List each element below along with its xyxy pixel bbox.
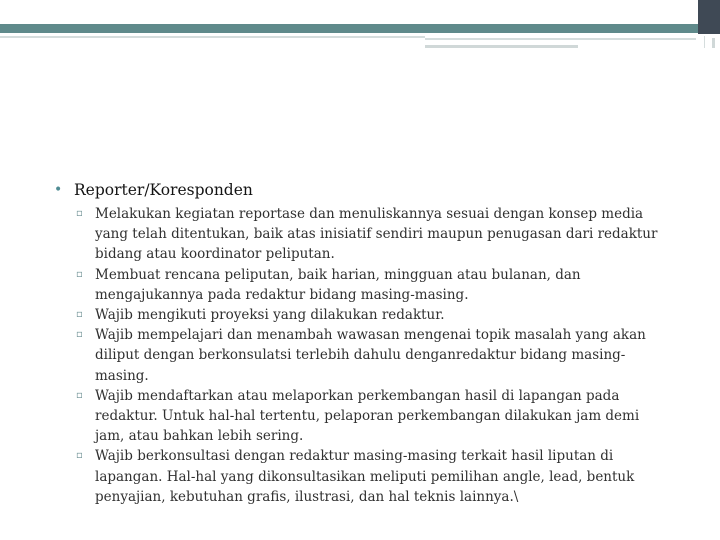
text-line: redaktur. Untuk hal-hal tertentu, pelaporan perkembangan dilakukan jam demi [95,408,640,425]
text-line: masing. [95,367,149,384]
square-bullet-icon: ▫ [76,208,83,219]
sub-bullet-item [76,305,692,325]
text-line: lapangan. Hal-hal yang dikonsultasikan meliputi pemilihan angle, lead, bentuk [95,468,635,485]
header-rule-right [425,38,696,40]
text-line: Melakukan kegiatan reportase dan menuliskannya sesuai dengan konsep media [95,206,644,222]
sub-item-text [95,265,681,305]
sub-bullet-item [76,204,692,265]
header-rule-vertical-a [704,36,705,48]
sub-bullet-item [76,446,692,507]
main-bullet-item [52,179,692,201]
text-line: Wajib mempelajari dan menambah wawasan mengenai topik masalah yang akan [95,327,646,344]
text-line: yang telah ditentukan, baik atas inisiatif sendiri maupun penugasan dari redaktur [95,226,658,243]
square-bullet-icon: ▫ [76,450,83,462]
header-rule-vertical-b [712,38,715,48]
square-bullet-icon: ▫ [76,329,83,341]
text-line: bidang atau koordinator peliputan. [95,246,335,263]
sub-item-text [95,386,681,447]
sub-item-text [95,204,681,265]
header-rule-short [425,45,578,48]
text-line: penyajian, kebutuhan grafis, ilustrasi, dan hal teknis lainnya.\ [95,488,519,505]
sub-item-text [95,325,681,386]
sub-bullet-item [76,325,692,386]
square-bullet-icon: ▫ [76,309,83,321]
text-line: mengajukannya pada redaktur bidang masing-masing. [95,286,469,303]
sub-bullet-item [76,265,692,305]
slide-content [52,179,692,507]
square-bullet-icon: ▫ [76,268,83,280]
square-bullet-icon: ▫ [76,389,83,401]
text-line: Wajib berkonsultasi dengan redaktur masing-masing terkait hasil liputan di [95,448,614,465]
text-line: Wajib mengikuti proyeksi yang dilakukan redaktur. [95,307,445,324]
corner-dark-block-lower [698,0,720,34]
text-line: Membuat rencana peliputan, baik harian, mingguan atau bulanan, dan [95,266,581,283]
text-line: jam, atau bahkan lebih sering. [95,428,304,445]
top-accent-strip [0,24,698,33]
text-line: diliput dengan berkonsulatsi terlebih dahulu denganredaktur bidang masing- [95,347,626,364]
sub-item-text [95,305,681,325]
sub-bullet-list [76,204,692,507]
text-line: Wajib mendaftarkan atau melaporkan perkembangan hasil di lapangan pada [95,387,620,404]
main-item-text: Reporter/Koresponden [74,181,253,199]
top-band [0,0,698,26]
header-rule-left [0,36,425,38]
sub-bullet-item [76,386,692,447]
bullet-dot-icon: • [54,182,63,198]
sub-item-text [95,446,681,507]
